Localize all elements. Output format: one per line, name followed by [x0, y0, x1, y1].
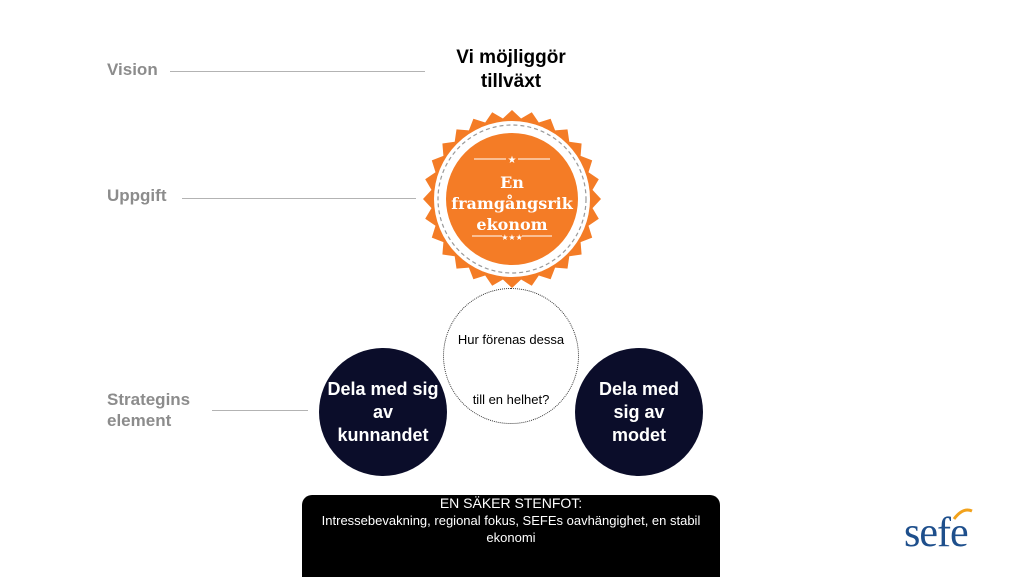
element-right-line2: sig av: [613, 401, 665, 422]
element-share-knowledge: [319, 348, 447, 476]
element-right-line3: modet: [611, 424, 666, 445]
integration-question-circle: [443, 288, 579, 424]
question-line2: till en helhet?: [472, 392, 550, 407]
strategy-label-line1: Strategins: [107, 390, 191, 409]
element-left-line3: kunnandet: [337, 424, 429, 445]
badge-top-star-icon: ★: [507, 155, 517, 166]
foundation-box: [302, 495, 720, 577]
badge-line2: framgångsrik: [451, 194, 573, 213]
strategy-label: [107, 389, 190, 431]
foundation-body: Intressebevakning, regional fokus, SEFEs oavhängighet, en stabil ekonomi: [321, 513, 701, 545]
element-share-courage: [575, 348, 703, 476]
strategy-leader-line: [212, 410, 308, 411]
logo-wordmark: sefe: [904, 510, 968, 556]
badge-line1: En: [500, 173, 524, 192]
task-label: Uppgift: [107, 186, 167, 205]
vision-title: [420, 46, 602, 94]
integration-question-text: [444, 331, 578, 409]
badge-bottom-stars-icon: ★★★: [501, 233, 523, 242]
element-right-line1: Dela med: [598, 378, 680, 399]
strategy-label-line2: element: [107, 411, 172, 430]
task-leader-line: [182, 198, 416, 199]
question-line1: Hur förenas dessa: [457, 332, 565, 347]
element-left-line2: av: [372, 401, 393, 422]
foundation-heading: EN SÄKER STENFOT:: [439, 495, 583, 511]
mission-badge: [422, 110, 602, 288]
badge-line3: ekonom: [476, 215, 548, 234]
element-left-line1: Dela med sig: [327, 378, 439, 399]
vision-leader-line: [170, 71, 425, 72]
sefe-logo: [904, 505, 1000, 565]
vision-title-line1: Vi möjliggör: [456, 47, 566, 68]
vision-title-line2: tillväxt: [480, 71, 542, 92]
vision-label: Vision: [107, 60, 158, 79]
